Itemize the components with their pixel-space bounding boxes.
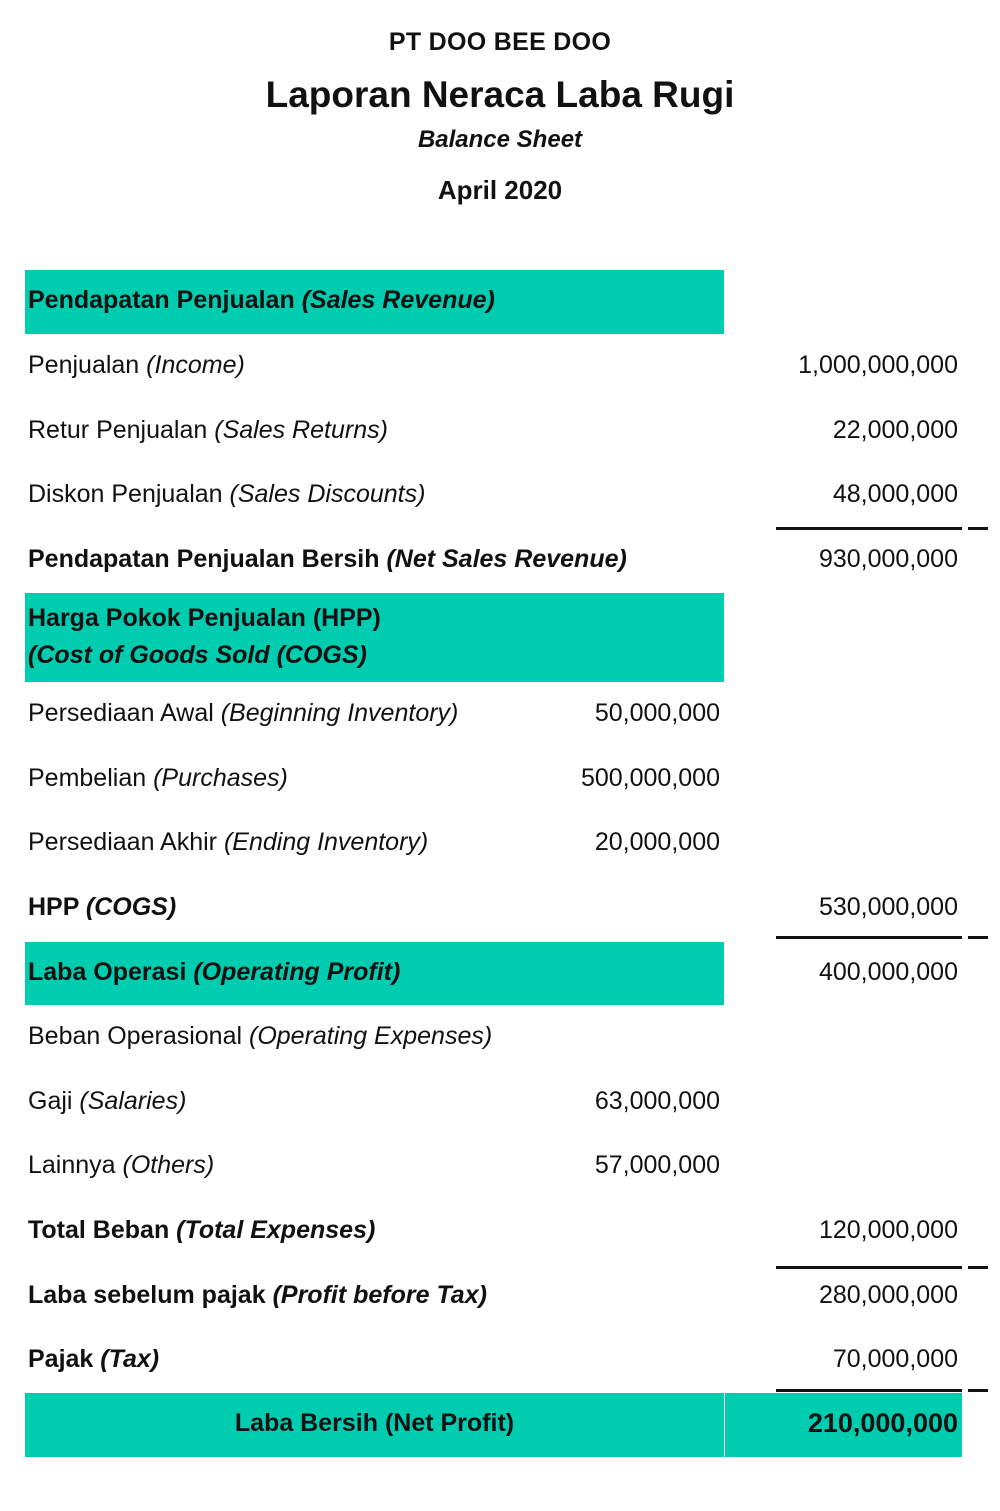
others-label: Lainnya (Others) — [28, 1151, 215, 1179]
net-sales-label: Pendapatan Penjualan Bersih (Net Sales Revenue) — [28, 545, 627, 573]
ending-inventory-value: 20,000,000 — [594, 828, 720, 856]
total-expenses-label: Total Beban (Total Expenses) — [28, 1216, 376, 1244]
cogs-total-label: HPP (COGS) — [28, 893, 177, 921]
minus-sign — [968, 1266, 988, 1269]
sales-discounts-value: 48,000,000 — [832, 480, 958, 508]
salaries-value: 63,000,000 — [594, 1087, 720, 1115]
sales-returns-value: 22,000,000 — [832, 416, 958, 444]
sales-discounts-label: Diskon Penjualan (Sales Discounts) — [28, 480, 426, 508]
report-subtitle: Balance Sheet — [417, 126, 583, 153]
net-sales-value: 930,000,000 — [818, 545, 958, 573]
subtotal-rule — [776, 527, 962, 530]
subtotal-rule — [776, 936, 962, 939]
report-period: April 2020 — [437, 175, 563, 205]
purchases-value: 500,000,000 — [580, 764, 720, 792]
cogs-heading-en: (Cost of Goods Sold (COGS) — [28, 641, 367, 669]
company-name: PT DOO BEE DOO — [388, 28, 612, 56]
profit-before-tax-value: 280,000,000 — [818, 1281, 958, 1309]
minus-sign — [968, 1389, 988, 1392]
sales-returns-label: Retur Penjualan (Sales Returns) — [28, 416, 388, 444]
cogs-heading: Harga Pokok Penjualan (HPP) — [28, 604, 381, 632]
minus-sign — [968, 936, 988, 939]
operating-profit-value: 400,000,000 — [818, 958, 958, 986]
profit-before-tax-label: Laba sebelum pajak (Profit before Tax) — [28, 1281, 487, 1309]
purchases-label: Pembelian (Purchases) — [28, 764, 288, 792]
subtotal-rule — [776, 1389, 962, 1392]
tax-value: 70,000,000 — [832, 1345, 958, 1373]
operating-expenses-label: Beban Operasional (Operating Expenses) — [28, 1022, 493, 1050]
income-value: 1,000,000,000 — [798, 351, 958, 379]
net-profit-value: 210,000,000 — [807, 1408, 958, 1438]
tax-label: Pajak (Tax) — [28, 1345, 160, 1373]
operating-profit-label: Laba Operasi (Operating Profit) — [28, 958, 401, 986]
beginning-inventory-value: 50,000,000 — [594, 699, 720, 727]
salaries-label: Gaji (Salaries) — [28, 1087, 187, 1115]
others-value: 57,000,000 — [594, 1151, 720, 1179]
sales-revenue-heading: Pendapatan Penjualan (Sales Revenue) — [28, 286, 495, 314]
total-expenses-value: 120,000,000 — [818, 1216, 958, 1244]
net-profit-label: Laba Bersih (Net Profit) — [234, 1409, 515, 1437]
report-title: Laporan Neraca Laba Rugi — [265, 74, 735, 115]
beginning-inventory-label: Persediaan Awal (Beginning Inventory) — [28, 699, 459, 727]
net-profit-divider — [724, 1393, 725, 1457]
cogs-total-value: 530,000,000 — [818, 893, 958, 921]
minus-sign — [968, 527, 988, 530]
ending-inventory-label: Persediaan Akhir (Ending Inventory) — [28, 828, 429, 856]
subtotal-rule — [776, 1266, 962, 1269]
income-label: Penjualan (Income) — [28, 351, 245, 379]
